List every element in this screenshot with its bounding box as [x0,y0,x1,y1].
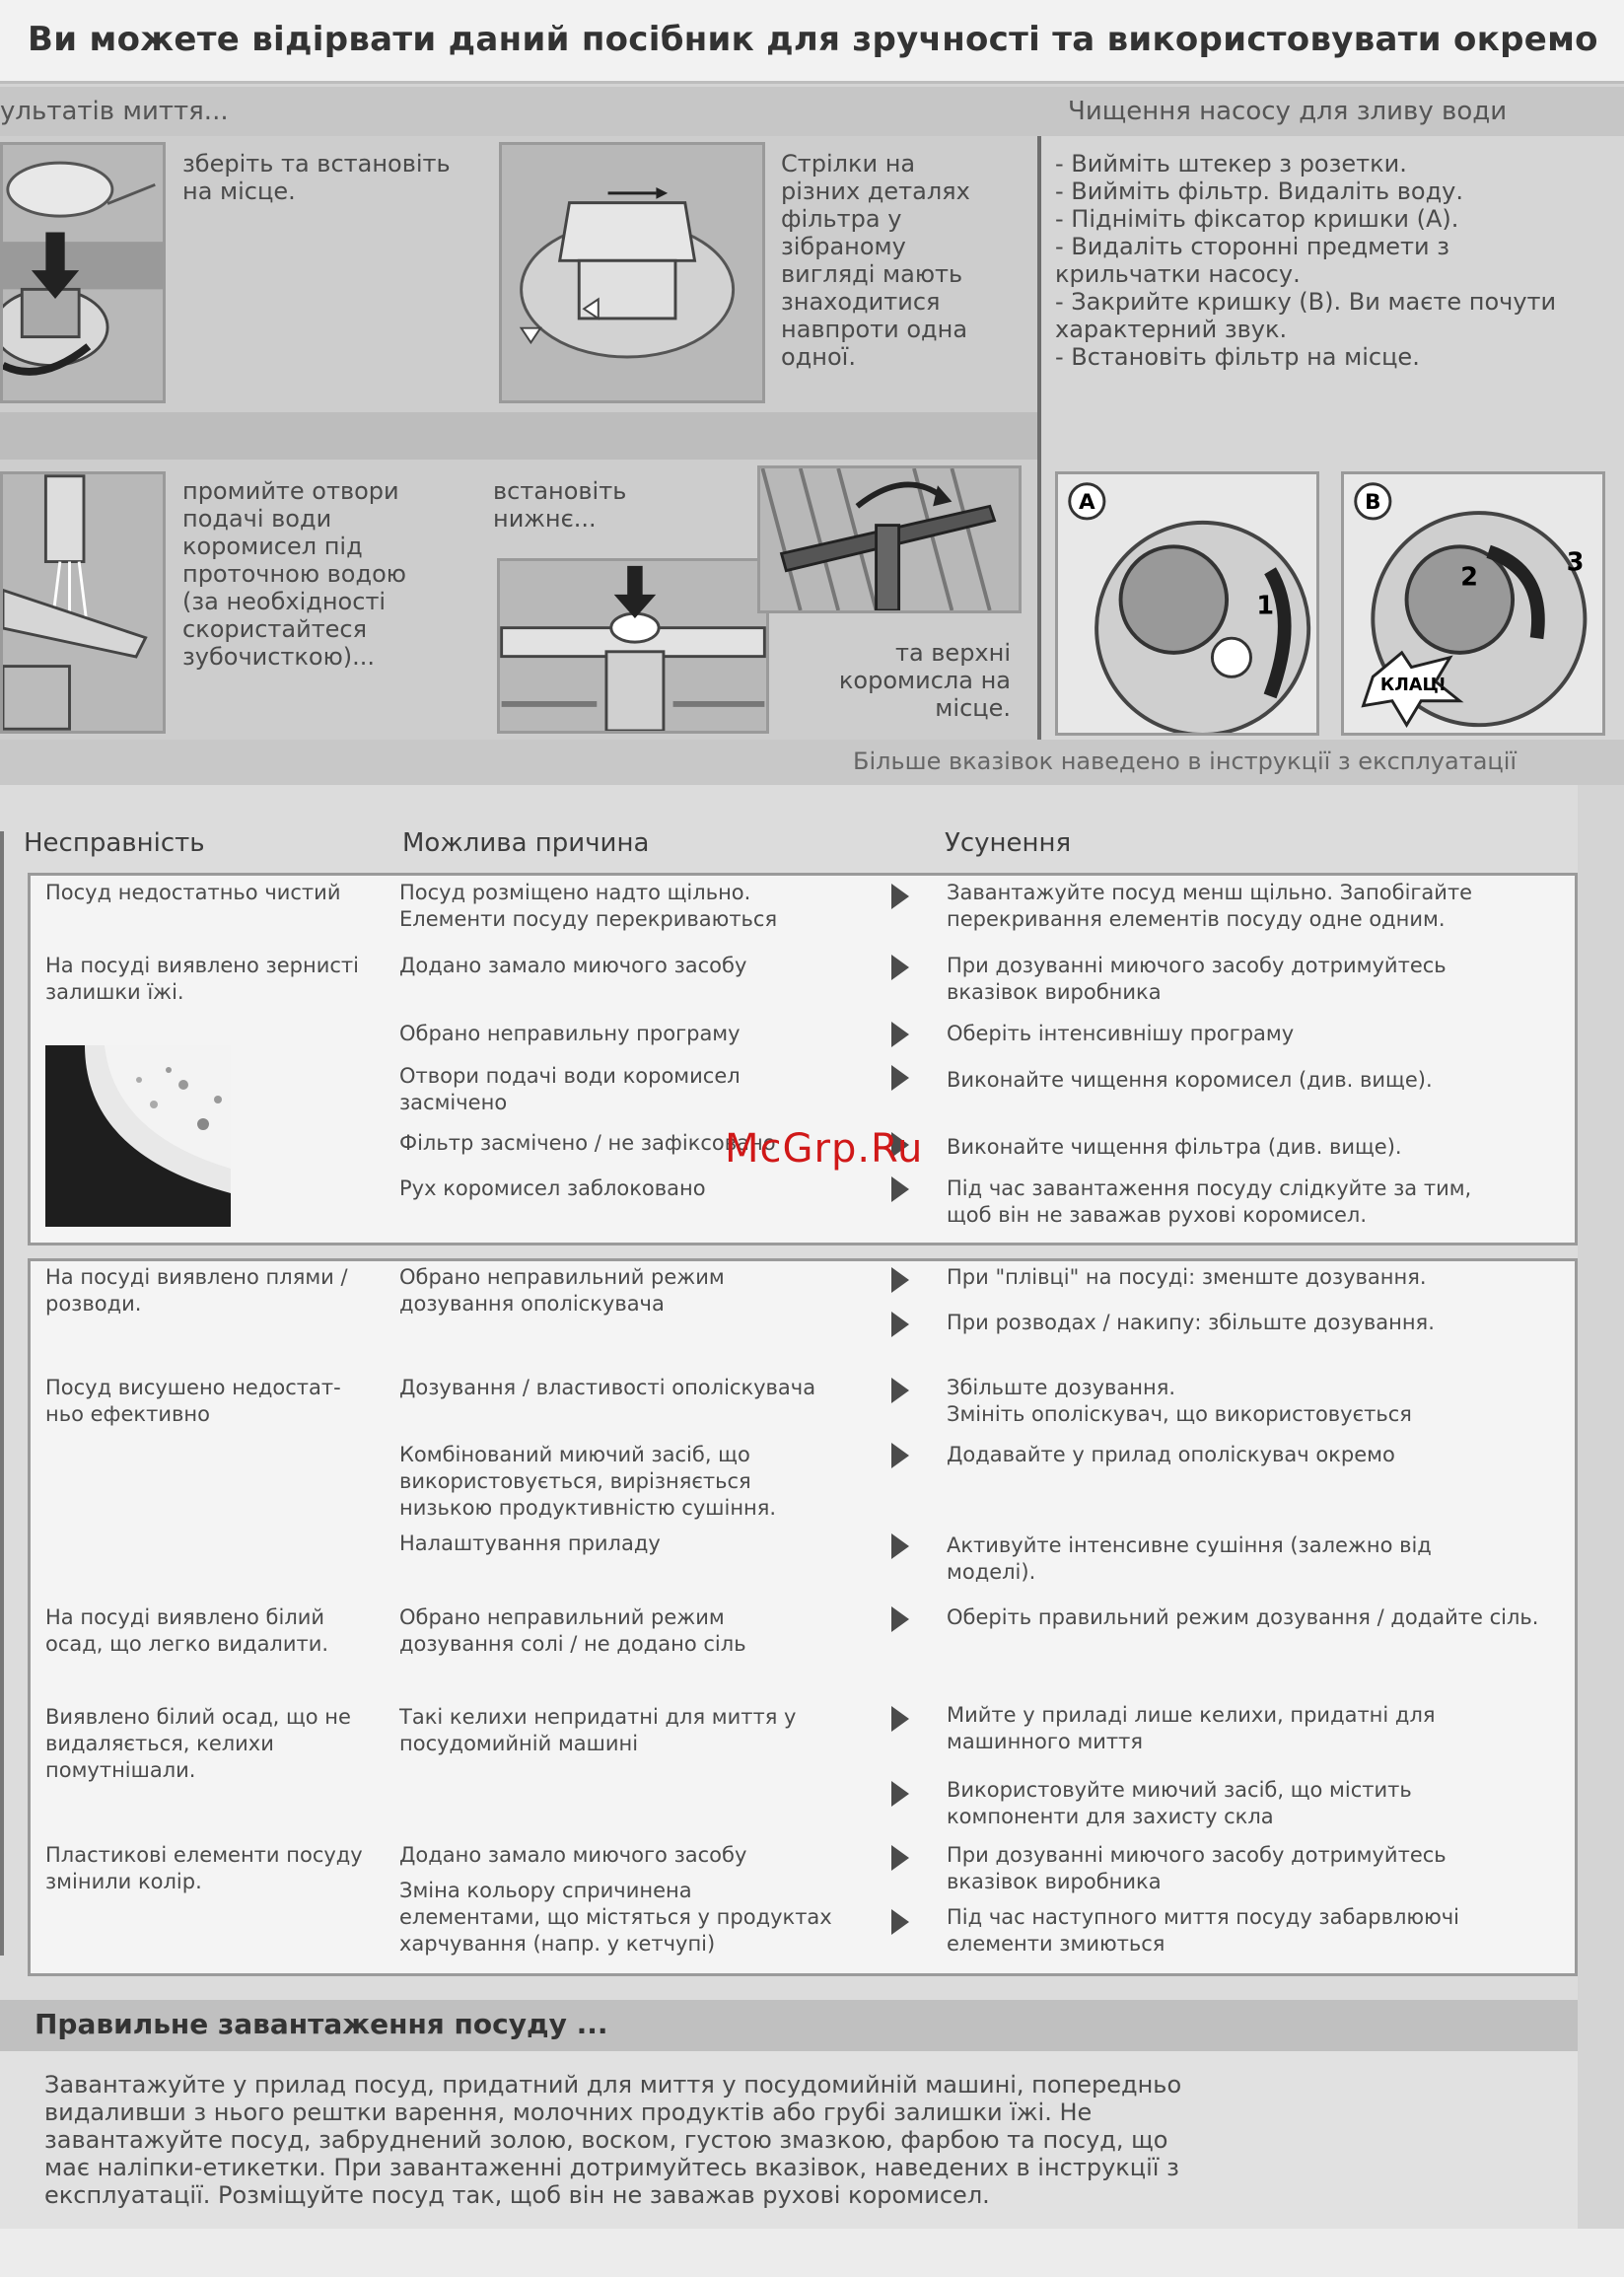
fault-white-residue-removable: На посуді виявлено білий осад, що легко видалити. [45,1605,329,1656]
page-bottom-margin [0,2229,1624,2277]
remedy-add-rinse-aid: Додавайте у прилад ополіскувач окремо [947,1443,1395,1466]
fault-poor-drying: Посуд висушено недостат- ньо ефективно [45,1376,341,1426]
fault-food-residue: На посуді виявлено зернисті залишки їжі. [45,954,359,1004]
arrow-icon [891,1065,909,1091]
arrow-icon [891,1909,909,1935]
arrow-icon [891,1443,909,1468]
cause-rinse-aid-properties: Дозування / властивості ополіскувача [399,1376,816,1399]
filter-assembly-illustration [0,142,166,403]
spray-arm-rinse-illustration [0,471,166,734]
pump-section-title: Чищення насосу для зливу води [1068,97,1508,126]
remedy-coloring-washes-off: Під час наступного миття посуду забарвлюючі елементи змиються [947,1905,1460,1956]
install-lower-arm-illustration [497,558,769,734]
loading-section-title: Правильне завантаження посуду ... [35,2008,608,2040]
troubleshooting-left-rule [0,831,4,1956]
fault-spots-streaks: На посуді виявлено плями / розводи. [45,1265,348,1316]
remedy-dishwasher-safe-glasses: Мийте у приладі лише келихи, придатні для машинного миття [947,1703,1436,1753]
arrow-icon [891,1312,909,1337]
remedy-glass-protection-detergent: Використовуйте миючий засіб, що містить компоненти для захисту скла [947,1778,1412,1828]
remedy-arms-free: Під час завантаження посуду слідкуйте за тим, щоб він не заважав рухові коромисел. [947,1176,1472,1227]
arrow-icon [891,1533,909,1559]
spray-arm-rinse-text: промийте отвори подачі води коромисел під проточною водою (за необхідності скористайтеся зубочисткою)... [182,477,406,671]
step-number-1: 1 [1256,590,1275,620]
pump-section-divider [1037,136,1041,740]
arrow-icon [891,1845,909,1871]
cause-filter-clogged: Фільтр засмічено / не зафіксовано [399,1131,776,1155]
pump-cover-a-illustration [1055,471,1319,736]
more-info-band [0,740,1624,785]
cause-wrong-program: Обрано неправильну програму [399,1022,741,1045]
install-upper-arm-illustration [757,465,1022,613]
cause-packed-tightly: Посуд розміщено надто щільно. Елементи посуду перекриваються [399,881,778,931]
arrow-icon [891,1176,909,1202]
arrow-icon [891,1706,909,1732]
remedy-load-less: Завантажуйте посуд менш щільно. Запобігайте перекривання елементів посуду одне одним. [947,881,1473,931]
install-upper-arm-text: та верхні коромисла на місце. [838,639,1011,722]
label-a: A [1079,490,1095,516]
filter-arrows-text: Стрілки на різних деталях фільтра у зібраному вигляді мають знаходитися навпроти одна одної. [781,150,970,371]
arrow-icon [891,1606,909,1632]
step-number-2: 2 [1460,561,1478,592]
arrow-icon [891,955,909,980]
results-band [0,87,1624,136]
arrow-icon [891,1022,909,1047]
cause-glasses-not-suitable: Такі келихи непридатні для миття у посудомийній машині [399,1705,797,1755]
remedy-intensive-program: Оберіть інтенсивнішу програму [947,1022,1295,1045]
spray-arm-band [0,412,1037,460]
fault-plastic-discolored: Пластикові елементи посуду змінили колір. [45,1843,363,1893]
remedy-salt-dosing: Оберіть правильний режим дозування / додайте сіль. [947,1605,1539,1629]
arrow-icon [891,1267,909,1293]
watermark: McGrp.Ru [725,1126,924,1172]
remedy-follow-dosing: При дозуванні миючого засобу дотримуйтесь вказівок виробника [947,954,1447,1004]
install-lower-arm-text: встановіть нижнє... [493,477,627,533]
fault-not-clean: Посуд недостатньо чистий [45,881,341,904]
filter-arrows-illustration [499,142,765,403]
click-label: КЛАЦ! [1379,675,1447,695]
remedy-change-rinse-aid: Збільште дозування. Змініть ополіскувач, що використовується [947,1376,1412,1426]
header-cause: Можлива причина [402,828,650,858]
header-bar [0,0,1624,84]
remedy-clean-filter: Виконайте чищення фільтра (див. вище). [947,1135,1402,1159]
cause-wrong-salt-dosing: Обрано неправильний режим дозування солі / не додано сіль [399,1605,746,1656]
header-remedy: Усунення [945,828,1072,858]
loading-paragraph: Завантажуйте у прилад посуд, придатний для миття у посудомийній машині, попередньо видаливши з нього рештки варення, молочних продуктів або грубі залишки їжі. Не завантажуйте посуд, забруднений золою, воском, густою змазкою, фарбою та посуд, що має наліпки-етикетки. При завантаженні дотримуйтесь вказівок, наведених в інструкції з експлуатації. Розміщуйте посуд так, щоб він не заважав рухові коромисел. [44,2071,1182,2209]
cause-food-coloring: Зміна кольору спричинена елементами, що містяться у продуктах харчування (напр. у кетчупі) [399,1879,832,1956]
cause-combined-detergent: Комбінований миючий засіб, що використовується, вирізняється низькою продуктивністю сушіння. [399,1443,777,1520]
results-band-left: ультатів миття... [0,97,229,126]
pump-cleaning-steps: - Вийміть штекер з розетки. - Вийміть фільтр. Видаліть воду. - Підніміть фіксатор кришки (А). - Видаліть сторонні предмети з крильчатки насосу. - Закрийте кришку (В). Ви маєте почути характерний звук. - Встановіть фільтр на місце. [1055,150,1557,371]
label-b: B [1365,490,1381,516]
step-number-3: 3 [1566,546,1585,577]
cause-wrong-rinse-aid-dosing: Обрано неправильний режим дозування ополіскувача [399,1265,725,1316]
food-residue-photo [45,1045,231,1227]
filter-reassemble-text: зберіть та встановіть на місце. [182,150,451,205]
remedy-intensive-drying: Активуйте інтенсивне сушіння (залежно від моделі). [947,1533,1432,1584]
more-info-text: Більше вказівок наведено в інструкції з експлуатації [853,747,1518,775]
pump-cover-b-illustration [1341,471,1605,736]
remedy-clean-arms: Виконайте чищення коромисел (див. вище). [947,1068,1433,1092]
cause-arm-nozzles-clogged: Отвори подачі води коромисел засмічено [399,1064,741,1114]
cause-arms-blocked: Рух коромисел заблоковано [399,1176,706,1200]
arrow-icon [891,1378,909,1403]
arrow-icon [891,1781,909,1807]
remedy-follow-dosing-2: При дозуванні миючого засобу дотримуйтесь вказівок виробника [947,1843,1447,1893]
remedy-reduce-dosing: При "плівці" на посуді: зменште дозування. [947,1265,1427,1289]
page-title: Ви можете відірвати даний посібник для зручності та використовувати окремо [28,20,1598,59]
cause-appliance-settings: Налаштування приладу [399,1531,661,1555]
cause-too-little-detergent: Додано замало миючого засобу [399,954,747,977]
remedy-increase-dosing: При розводах / накипу: збільште дозування. [947,1311,1435,1334]
cause-too-little-detergent-2: Додано замало миючого засобу [399,1843,747,1867]
loading-section-header [0,2000,1578,2051]
arrow-icon [891,884,909,909]
fault-white-residue-permanent: Виявлено білий осад, що не видаляється, келихи помутнішали. [45,1705,351,1782]
header-fault: Несправність [24,828,205,858]
loading-section-body [0,2051,1578,2229]
